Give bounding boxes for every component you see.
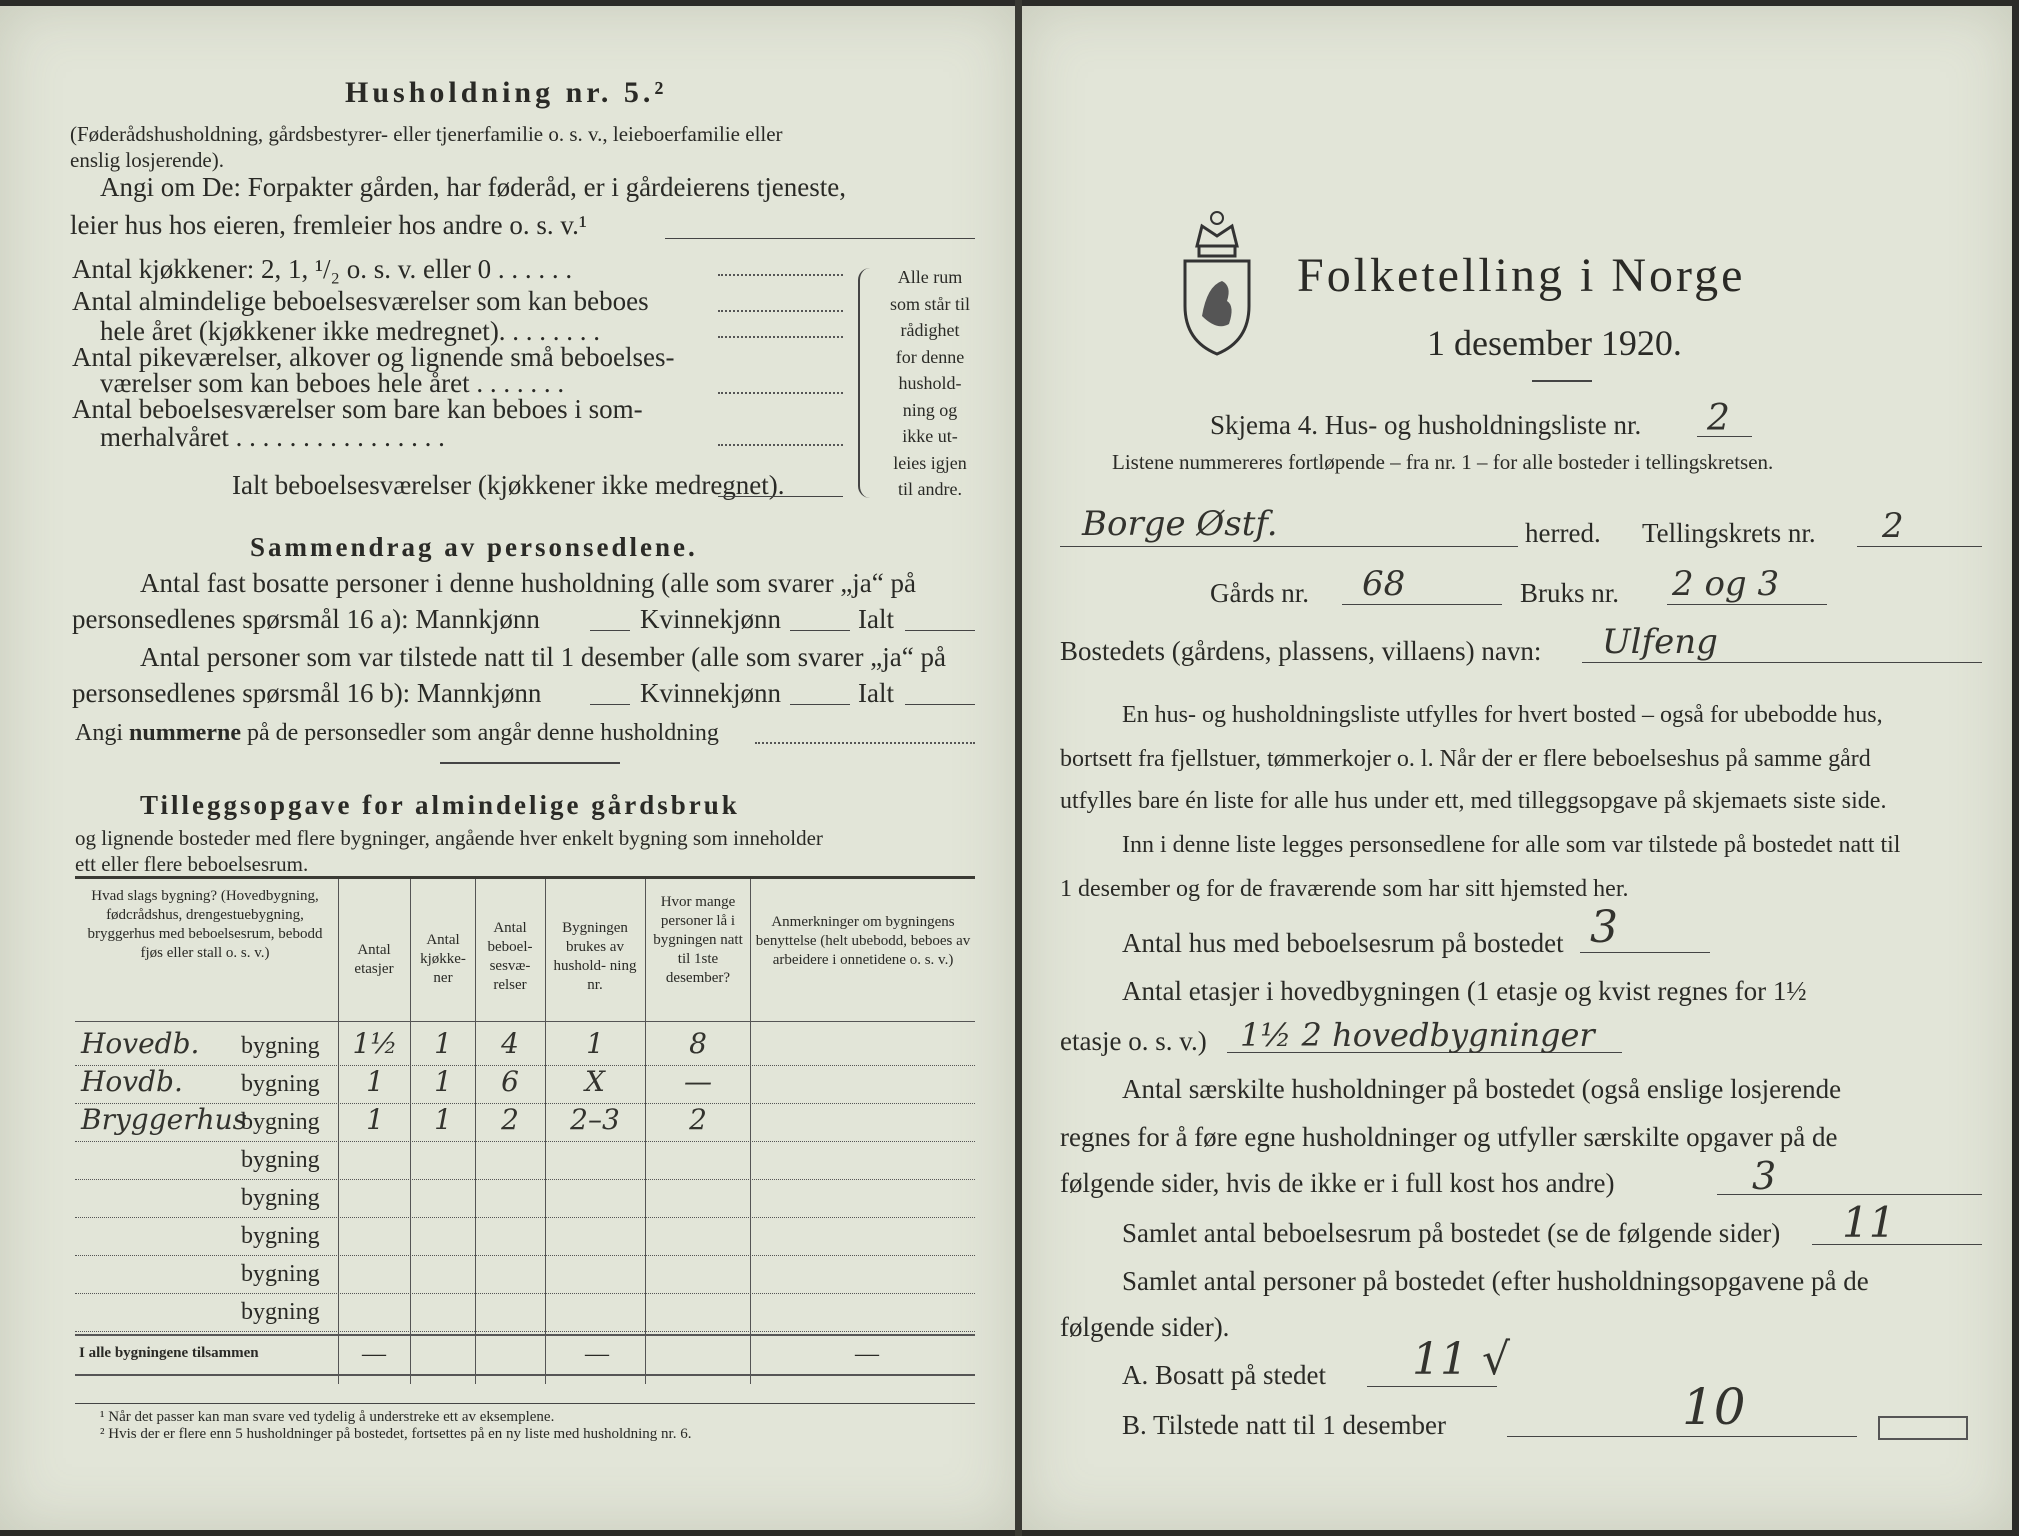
table-row-rule	[75, 1217, 975, 1218]
household-title: Husholdning nr. 5.²	[345, 76, 668, 109]
table-row-rule	[75, 1331, 975, 1332]
instructions-text: utfylles bare én liste for alle hus under ett, med tilleggsopgave på skjemaets siste side.	[1060, 788, 1887, 814]
table-column-line	[475, 879, 476, 1384]
table-row-rule	[75, 1293, 975, 1294]
etasjer-text: etasje o. s. v.)	[1060, 1026, 1207, 1056]
household-note: enslig losjerende).	[70, 148, 224, 172]
gards-value: 68	[1362, 564, 1406, 604]
table-cell-vaerelser[interactable]: 2	[501, 1103, 519, 1136]
ialt-16a-line[interactable]	[905, 630, 975, 631]
table-header-etasjer: Antal etasjer	[354, 942, 394, 977]
table-header-personer: Hvor mange personer lå i bygningen natt til 1ste desember?	[653, 894, 743, 986]
table-total-dash: —	[362, 1341, 386, 1367]
left-page	[0, 6, 1015, 1530]
rooms-total-text: Ialt beboelsesværelser (kjøkkener ikke medregnet).	[232, 470, 785, 500]
rooms-answer-line[interactable]	[718, 392, 843, 394]
gards-field[interactable]	[1342, 604, 1502, 605]
summary-text: Antal personer som var tilstede natt til 1 desember (alle som svarer „ja“ på	[140, 642, 946, 672]
table-total-rule	[75, 1334, 975, 1336]
rooms-text: Antal kjøkkener: 2, 1, ¹/₂ o. s. v. eller 0 . . . . . .	[72, 254, 573, 284]
summary-title: Sammendrag av personsedlene.	[250, 532, 698, 562]
building-type: Hovedb.	[81, 1027, 200, 1060]
table-bottom-rule	[75, 1374, 975, 1376]
etasjer-text: Antal etasjer i hovedbygningen (1 etasje og kvist regnes for 1½	[1122, 976, 1807, 1006]
skjema-label: Skjema 4. Hus- og husholdningsliste nr.	[1210, 410, 1642, 440]
saer-text: Antal særskilte husholdninger på bostedet (også enslige losjerende	[1122, 1074, 1842, 1104]
tellingskrets-field[interactable]	[1857, 546, 1982, 547]
table-cell-personer[interactable]: 8	[689, 1027, 707, 1060]
table-row-rule	[75, 1141, 975, 1142]
summary-text: personsedlenes spørsmål 16 b): Mannkjønn	[72, 678, 542, 708]
table-header-rule	[75, 1021, 975, 1022]
footnote: ¹ Når det passer kan man svare ved tydelig å understreke ett av eksemplene.	[100, 1409, 555, 1425]
table-cell-husholdning[interactable]: X	[585, 1065, 605, 1098]
rooms-text: merhalvåret . . . . . . . . . . . . . . . .	[100, 422, 445, 452]
instructions-text: Inn i denne liste legges personsedlene for alle som var tilstede på bostedet natt til	[1122, 832, 1901, 858]
mann-16a-line[interactable]	[590, 630, 630, 631]
tilstede-value: 10	[1682, 1378, 1746, 1436]
table-total-dash: —	[585, 1341, 609, 1367]
angi-text: Angi om De: Forpakter gården, har føderåd, er i gårdeierens tjeneste,	[100, 172, 846, 202]
table-column-line	[545, 879, 546, 1384]
summary-text: personsedlenes spørsmål 16 a): Mannkjønn	[72, 604, 540, 634]
table-column-line	[338, 879, 339, 1384]
kvinne-label: Kvinnekjønn	[640, 678, 781, 708]
samlet-pers-text: Samlet antal personer på bostedet (efter husholdningsopgavene på de	[1122, 1266, 1869, 1296]
angi-answer-line[interactable]	[665, 238, 975, 239]
row-label: bygning	[241, 1185, 320, 1211]
ialt-label: Ialt	[858, 678, 894, 708]
bosted-field[interactable]	[1582, 662, 1982, 663]
table-cell-kjokken[interactable]: 1	[434, 1103, 452, 1136]
row-label: bygning	[241, 1223, 320, 1249]
table-row-rule	[75, 1255, 975, 1256]
hus-label: Antal hus med beboelsesrum på bostedet	[1122, 928, 1564, 958]
mann-16b-line[interactable]	[590, 704, 630, 705]
census-title: Folketelling i Norge	[1297, 249, 1746, 302]
herred-label: herred.	[1525, 518, 1601, 548]
rooms-total-line[interactable]	[718, 496, 843, 497]
census-date: 1 desember 1920.	[1427, 323, 1682, 363]
table-header-anmerkninger: Anmerkninger om bygningens benyttelse (helt ubebodd, beboes av arbeidere i onnetidene o. s. v.)	[755, 914, 971, 968]
saer-text: regnes for å føre egne husholdninger og utfyller særskilte opgaver på de	[1060, 1122, 1838, 1152]
rooms-text: værelser som kan beboes hele året . . . . . . .	[100, 368, 565, 398]
bruks-value: 2 og 3	[1672, 564, 1780, 604]
table-cell-husholdning[interactable]: 1	[586, 1027, 604, 1060]
tillegg-text: ett eller flere beboelsesrum.	[75, 852, 309, 876]
table-header-husholdning: Bygningen brukes av hushold- ning nr.	[553, 920, 637, 993]
table-row-rule	[75, 1179, 975, 1180]
kvinne-16b-line[interactable]	[790, 704, 850, 705]
bruks-field[interactable]	[1667, 604, 1827, 605]
household-note: (Føderådshusholdning, gårdsbestyrer- eller tjenerfamilie o. s. v., leieboerfamilie eller	[70, 122, 783, 146]
samlet-rum-field[interactable]	[1812, 1244, 1982, 1245]
samlet-pers-text: følgende sider).	[1060, 1312, 1230, 1342]
table-cell-personer[interactable]: 2	[689, 1103, 707, 1136]
rooms-text: Antal beboelsesværelser som bare kan beboes i som-	[72, 394, 643, 424]
listene-note: Listene nummereres fortløpende – fra nr. 1 – for alle bosteder i tellingskretsen.	[1112, 450, 1774, 474]
saer-value: 3	[1752, 1154, 1777, 1198]
row-label: bygning	[241, 1147, 320, 1173]
table-column-line	[410, 879, 411, 1384]
samlet-rum-text: Samlet antal beboelsesrum på bostedet (se de følgende sider)	[1122, 1218, 1781, 1248]
table-column-line	[645, 879, 646, 1384]
rooms-text: Antal pikeværelser, alkover og lignende små beboelses-	[72, 342, 675, 372]
instructions-text: bortsett fra fjellstuer, tømmerkojer o. l. Når der er flere beboelseshus på samme gård	[1060, 746, 1871, 772]
summary-text: Antal fast bosatte personer i denne husholdning (alle som svarer „ja“ på	[140, 568, 916, 598]
gards-label: Gårds nr.	[1210, 578, 1309, 608]
brace	[858, 268, 878, 498]
coat-of-arms-icon	[1177, 206, 1257, 356]
ialt-label: Ialt	[858, 604, 894, 634]
tellingskrets-value: 2	[1882, 506, 1904, 546]
rooms-text: Antal almindelige beboelsesværelser som kan beboes	[72, 286, 649, 316]
printer-stamp	[1878, 1416, 1968, 1440]
brace-note: Alle rum som står til rådighet for denne hushold- ning og ikke ut- leies igjen til andre.	[890, 267, 970, 499]
numbers-answer-line[interactable]	[755, 742, 975, 744]
hus-value: 3	[1590, 902, 1618, 953]
table-cell-vaerelser[interactable]: 6	[501, 1065, 519, 1098]
table-header-kjokken: Antal kjøkke- ner	[420, 932, 466, 986]
table-cell-etasjer[interactable]: 1	[366, 1103, 384, 1136]
row-label: bygning	[241, 1299, 320, 1325]
tilstede-field[interactable]	[1507, 1436, 1857, 1437]
building-type: Bryggerhus	[81, 1103, 248, 1136]
building-type: Hovdb.	[81, 1065, 183, 1098]
herred-value: Borge Østf.	[1082, 504, 1278, 544]
table-cell-personer[interactable]: —	[684, 1065, 712, 1098]
row-label: bygning	[241, 1109, 320, 1135]
footnote: ² Hvis der er flere enn 5 husholdninger på bostedet, fortsettes på en ny liste med husholdning nr. 6.	[100, 1426, 692, 1442]
right-page	[1022, 6, 2012, 1530]
rooms-answer-line[interactable]	[718, 310, 843, 312]
table-cell-etasjer[interactable]: 1½	[352, 1027, 398, 1060]
angi-text: leier hus hos eieren, fremleier hos andre o. s. v.¹	[70, 210, 587, 240]
table-cell-kjokken[interactable]: 1	[434, 1065, 452, 1098]
bosted-value: Ulfeng	[1602, 622, 1718, 662]
row-label: bygning	[241, 1071, 320, 1097]
kvinne-16a-line[interactable]	[790, 630, 850, 631]
table-cell-kjokken[interactable]: 1	[434, 1027, 452, 1060]
kvinne-label: Kvinnekjønn	[640, 604, 781, 634]
row-label: bygning	[241, 1033, 320, 1059]
skjema-value: 2	[1707, 398, 1730, 439]
bosatt-field[interactable]	[1367, 1386, 1497, 1387]
tillegg-title: Tilleggsopgave for almindelige gårdsbruk	[140, 790, 740, 820]
footnote-rule	[75, 1403, 975, 1404]
ialt-16b-line[interactable]	[905, 704, 975, 705]
divider	[1532, 380, 1592, 382]
building-table	[75, 876, 975, 1384]
bosatt-value: 11 √	[1412, 1334, 1511, 1385]
row-label: bygning	[241, 1261, 320, 1287]
table-header-type: Hvad slags bygning? (Hovedbygning, fødcrådshus, drengestuebygning, bryggerhus med beboelsesrum, bebodd fjøs eller stall o. s. v.)	[87, 888, 323, 961]
rooms-answer-line[interactable]	[718, 444, 843, 446]
table-cell-husholdning[interactable]: 2–3	[570, 1103, 620, 1136]
divider	[440, 762, 620, 764]
table-total-label: I alle bygningene tilsammen	[79, 1345, 259, 1361]
table-header-vaerelser: Antal beboel- sesvæ- relser	[487, 920, 533, 993]
table-column-line	[750, 879, 751, 1384]
page-gutter	[1015, 0, 1022, 1536]
table-cell-etasjer[interactable]: 1	[366, 1065, 384, 1098]
table-total-dash: —	[855, 1341, 879, 1367]
tillegg-text: og lignende bosteder med flere bygninger, angående hver enkelt bygning som inneholder	[75, 826, 823, 850]
table-cell-vaerelser[interactable]: 4	[501, 1027, 519, 1060]
instructions-text: 1 desember og for de fraværende som har sitt hjemsted her.	[1060, 876, 1629, 902]
bosted-label: Bostedets (gårdens, plassens, villaens) navn:	[1060, 636, 1542, 666]
instructions-text: En hus- og husholdningsliste utfylles for hvert bosted – også for ubebodde hus,	[1122, 702, 1883, 728]
saer-text: følgende sider, hvis de ikke er i full kost hos andre)	[1060, 1168, 1615, 1198]
samlet-rum-value: 11	[1842, 1198, 1896, 1247]
rooms-answer-line[interactable]	[718, 274, 843, 276]
herred-field[interactable]	[1060, 546, 1518, 547]
tilstede-label: B. Tilstede natt til 1 desember	[1122, 1410, 1446, 1440]
rooms-answer-line[interactable]	[718, 336, 843, 338]
tellingskrets-label: Tellingskrets nr.	[1642, 518, 1816, 548]
bosatt-label: A. Bosatt på stedet	[1122, 1360, 1326, 1390]
bruks-label: Bruks nr.	[1520, 578, 1620, 608]
summary-numbers-text: Angi nummerne på de personsedler som angår denne husholdning	[75, 720, 719, 746]
etasjer-value: 1½ 2 hovedbygninger	[1240, 1016, 1595, 1054]
rooms-text: hele året (kjøkkener ikke medregnet). . . . . . . .	[100, 316, 601, 346]
